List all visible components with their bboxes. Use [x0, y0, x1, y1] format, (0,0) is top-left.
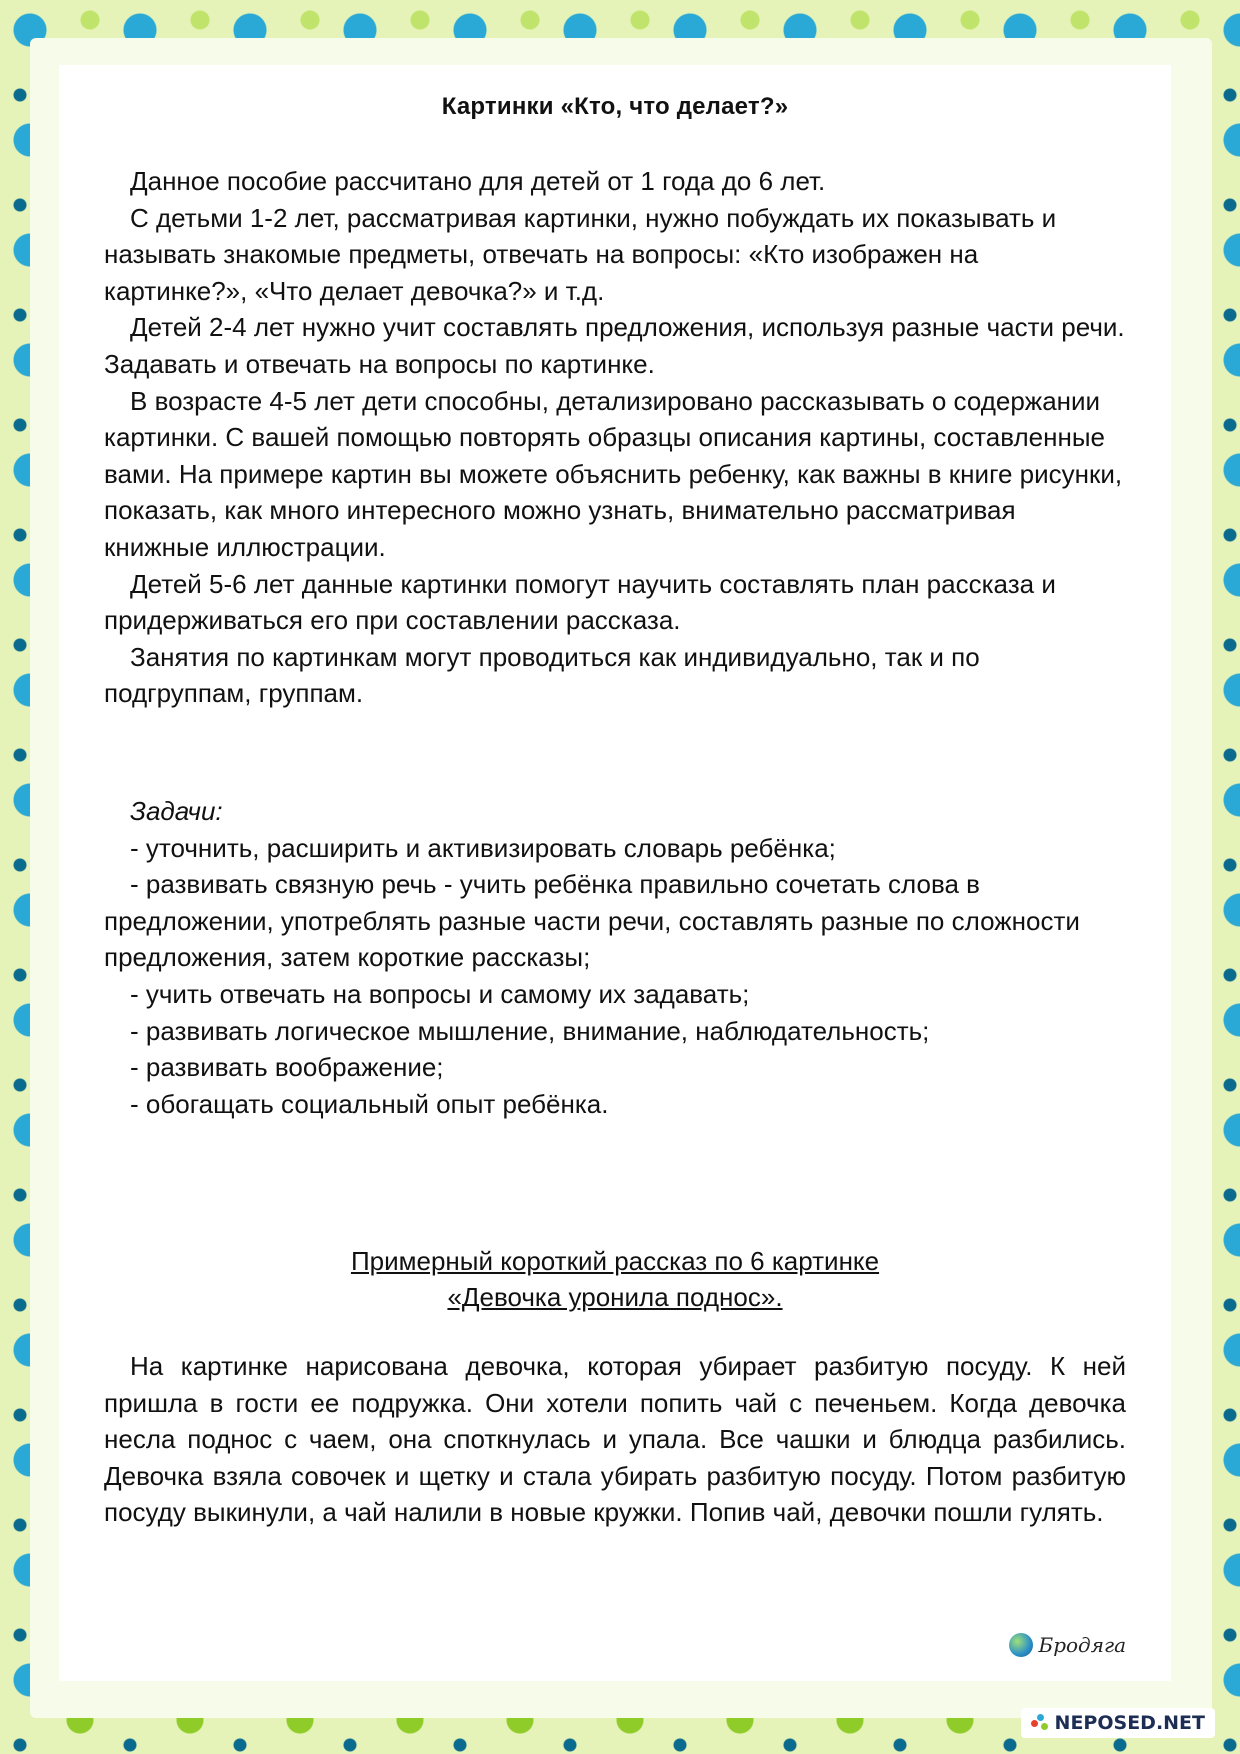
- story-title: [62, 1243, 1168, 1315]
- brodyaga-label: Бродяга: [1038, 1633, 1126, 1657]
- intro-paragraph: Занятия по картинкам могут проводиться как индивидуально, так и по подгруппам, группам.: [104, 641, 980, 709]
- neposed-watermark: [1021, 1708, 1215, 1738]
- intro-paragraph: Детей 5-6 лет данные картинки помогут научить составлять план рассказа и придерживаться его при составлении рассказа.: [104, 568, 1056, 636]
- intro-paragraph: Данное пособие рассчитано для детей от 1 года до 6 лет.: [130, 166, 826, 196]
- intro-paragraph: С детьми 1-2 лет, рассматривая картинки, нужно побуждать их показывать и называть знакомые предметы, отвечать на вопросы: «Кто изображен на картинке?», «Что делает девочка?» и т.д.: [104, 202, 1057, 306]
- neposed-logo-icon: [1031, 1714, 1049, 1732]
- story-paragraph: На картинке нарисована девочка, которая убирает разбитую посуду. К ней пришла в гости ее подружка. Они хотели попить чай с печеньем. Когда девочка несла поднос с чаем, она споткнулась и упала. Все чашки и блюдца разбились. Девочка взяла совочек и щетку и стала убирать разбитую посуду. Потом разбитую посуду выкинули, а чай налили в новые кружки. Попив чай, девочки пошли гулять.: [104, 1351, 1126, 1528]
- task-item: - обогащать социальный опыт ребёнка.: [130, 1088, 609, 1119]
- task-item: - развивать воображение;: [130, 1052, 444, 1083]
- page-title: Картинки «Кто, что делает?»: [441, 93, 789, 120]
- task-item: - развивать логическое мышление, внимание, наблюдательность;: [130, 1015, 930, 1046]
- document-page: [62, 68, 1168, 1678]
- intro-paragraph: В возрасте 4-5 лет дети способны, детализировано рассказывать о содержании картинки. С вашей помощью повторять образцы описания картины, составленные вами. На примере картин вы можете объяснить ребенку, как важны в книге рисунки, показать, как много интересного можно узнать, внимательно рассматривая книжные иллюстрации.: [104, 385, 1123, 562]
- task-item: - уточнить, расширить и активизировать словарь ребёнка;: [130, 832, 836, 863]
- task-item: - развивать связную речь - учить ребёнка правильно сочетать слова в предложении, употреблять разные части речи, составлять разные по сложности предложения, затем короткие рассказы;: [104, 869, 1080, 973]
- intro-paragraph: Детей 2-4 лет нужно учит составлять предложения, используя разные части речи. Задавать и отвечать на вопросы по картинке.: [104, 312, 1125, 379]
- story-section: [104, 1348, 1126, 1531]
- intro-section: [104, 163, 1126, 712]
- tasks-section: [104, 793, 1126, 1122]
- tasks-heading: Задачи:: [130, 796, 223, 826]
- globe-icon: [1009, 1633, 1033, 1657]
- story-title-line-2: «Девочка уронила поднос».: [447, 1282, 783, 1312]
- task-item: - учить отвечать на вопросы и самому их задавать;: [130, 978, 750, 1009]
- story-title-line-1: Примерный короткий рассказ по 6 картинке: [350, 1246, 880, 1276]
- brodyaga-logo: [1009, 1633, 1127, 1657]
- neposed-label: NEPOSED.NET: [1054, 1712, 1205, 1734]
